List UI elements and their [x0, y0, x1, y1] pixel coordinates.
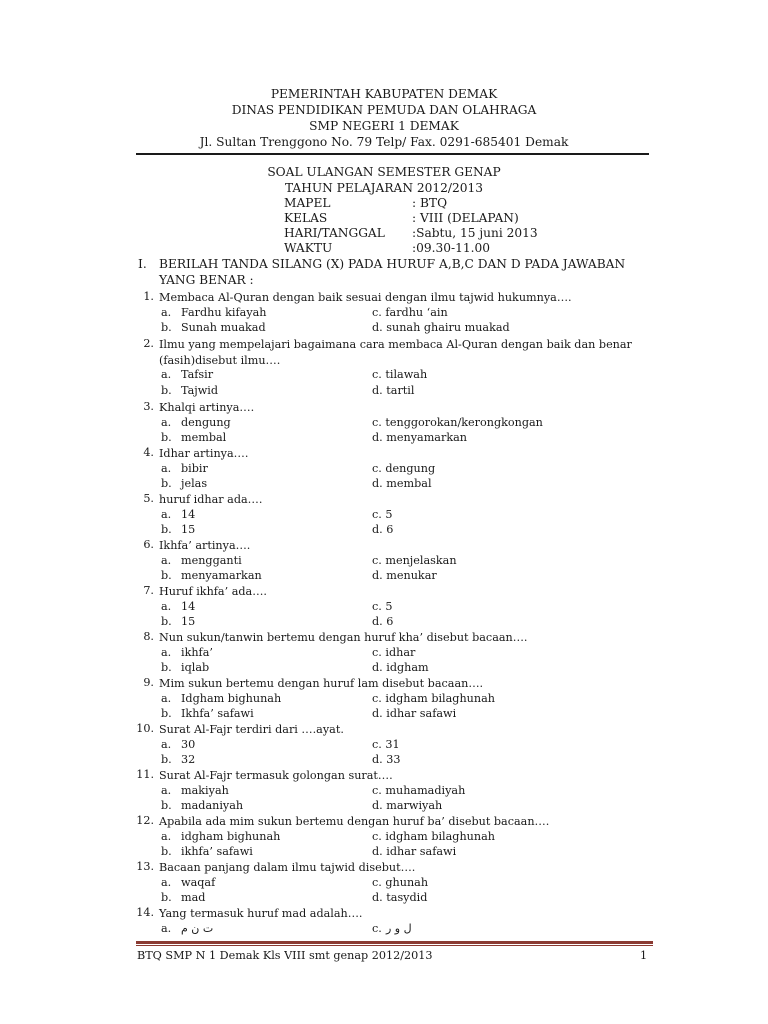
answer-option: Ikhfa’ safawi [181, 707, 254, 720]
exam-year: TAHUN PELAJARAN 2012/2013 [284, 181, 484, 195]
answer-option-arabic: ل و ر [386, 921, 412, 935]
detail-value: :09.30-11.00 [412, 241, 491, 255]
question-number: 14. [136, 906, 154, 919]
answer-option: 15 [181, 523, 196, 536]
answer-option: Tafsir [181, 368, 214, 381]
option-letter: a. [161, 461, 172, 475]
question-number: 8. [143, 630, 154, 643]
answer-option: makiyah [181, 783, 229, 797]
option-letter: a. [161, 875, 172, 889]
answer-option: Sunah muakad [181, 321, 266, 334]
question-number: 3. [143, 400, 154, 413]
answer-option: d. membal [372, 477, 432, 490]
answer-option: d. 33 [372, 753, 401, 766]
footer-divider [136, 941, 653, 944]
answer-option: Idgham bighunah [181, 691, 282, 705]
question-text: Surat Al-Fajr terdiri dari ….ayat. [159, 723, 344, 736]
answer-option: 14 [181, 599, 196, 613]
question-text: Ikhfa’ artinya…. [159, 539, 251, 552]
footer-text: BTQ SMP N 1 Demak Kls VIII smt genap 2012/2013 [137, 949, 433, 962]
question-number: 4. [143, 446, 154, 459]
exam-title: SOAL ULANGAN SEMESTER GENAP [267, 165, 501, 179]
question-text: Ilmu yang mempelajari bagaimana cara membaca Al-Quran dengan baik dan benar (fasih)disebut ilmu…. [159, 338, 632, 367]
answer-option: 32 [181, 753, 196, 766]
answer-option: d. idhar safawi [372, 707, 457, 720]
header-department: DINAS PENDIDIKAN PEMUDA DAN OLAHRAGA [231, 103, 537, 117]
answer-option: madaniyah [181, 799, 244, 812]
header-address: Jl. Sultan Trenggono No. 79 Telp/ Fax. 0291-685401 Demak [199, 135, 569, 149]
detail-value: : BTQ [412, 196, 448, 210]
answer-option: d. idgham [372, 661, 429, 674]
question-text: Mim sukun bertemu dengan huruf lam disebut bacaan…. [159, 677, 484, 690]
question-number: 10. [136, 722, 154, 735]
option-letter: a. [161, 691, 172, 705]
option-letter: b. [161, 523, 172, 536]
detail-label: WAKTU [284, 241, 333, 255]
option-letter: a. [161, 829, 172, 843]
answer-option: c. 31 [372, 737, 400, 751]
answer-option: d. tasydid [372, 891, 428, 904]
answer-option: iqlab [181, 661, 210, 674]
answer-option: c. 5 [372, 507, 393, 521]
question-text: Membaca Al-Quran dengan baik sesuai dengan ilmu tajwid hukumnya…. [159, 291, 572, 304]
header-school: SMP NEGERI 1 DEMAK [309, 119, 459, 133]
question-number: 6. [143, 538, 154, 551]
question-number: 9. [143, 676, 154, 689]
question-number: 5. [143, 492, 154, 505]
answer-option: mad [181, 891, 206, 904]
question-text: Surat Al-Fajr termasuk golongan surat…. [159, 769, 393, 782]
answer-option: ت ن م [181, 921, 214, 935]
answer-option: d. marwiyah [372, 799, 443, 812]
question-text: Yang termasuk huruf mad adalah…. [159, 907, 363, 920]
answer-option: 30 [181, 737, 196, 751]
option-letter: b. [161, 799, 172, 812]
option-letter: b. [161, 321, 172, 334]
answer-option: Fardhu kifayah [181, 305, 267, 319]
answer-option: c. tilawah [372, 368, 428, 381]
answer-option: jelas [181, 477, 208, 490]
answer-option: c. tenggorokan/kerongkongan [372, 415, 543, 429]
question-text: Idhar artinya…. [159, 447, 249, 460]
answer-option: menyamarkan [181, 569, 262, 582]
detail-label: MAPEL [284, 196, 331, 210]
answer-option: c. idgham bilaghunah [372, 691, 495, 705]
question-number: 13. [136, 860, 154, 873]
answer-option: waqaf [181, 875, 216, 889]
answer-option: d. tartil [372, 383, 415, 397]
answer-option: c. dengung [372, 461, 436, 475]
option-letter: a. [161, 553, 172, 567]
option-letter: b. [161, 431, 172, 444]
question-text: Huruf ikhfa’ ada…. [159, 585, 267, 598]
option-letter: b. [161, 891, 172, 904]
header-divider [136, 153, 649, 155]
question-text: huruf idhar ada…. [159, 493, 263, 506]
answer-option: c. menjelaskan [372, 553, 457, 567]
question-number: 2. [143, 337, 154, 350]
answer-option: dengung [181, 415, 231, 429]
answer-option: idgham bighunah [181, 829, 281, 843]
option-letter: a. [161, 921, 172, 935]
answer-option: d. menukar [372, 569, 437, 582]
question-number: 1. [143, 290, 154, 303]
answer-option: c. fardhu ‘ain [372, 305, 448, 319]
option-letter: a. [161, 415, 172, 429]
question-text: Bacaan panjang dalam ilmu tajwid disebut…. [159, 861, 416, 874]
answer-option: c. ghunah [372, 875, 429, 889]
answer-option: d. 6 [372, 615, 394, 628]
detail-label: KELAS [284, 211, 328, 225]
footer-divider-thin [136, 945, 653, 946]
answer-option: c. muhamadiyah [372, 783, 466, 797]
answer-option: c. idgham bilaghunah [372, 829, 495, 843]
answer-option: mengganti [181, 553, 242, 567]
option-letter: b. [161, 383, 172, 397]
header-government: PEMERINTAH KABUPATEN DEMAK [270, 87, 498, 101]
option-letter: b. [161, 753, 172, 766]
question-number: 12. [136, 814, 154, 827]
answer-option: c. [372, 921, 382, 935]
option-letter: a. [161, 737, 172, 751]
answer-option: 15 [181, 615, 196, 628]
section-numeral: I. [138, 257, 147, 271]
answer-option: c. idhar [372, 645, 416, 659]
option-letter: b. [161, 569, 172, 582]
answer-option: Tajwid [181, 383, 219, 397]
option-letter: a. [161, 305, 172, 319]
answer-option: ikhfa’ safawi [181, 845, 253, 858]
option-letter: b. [161, 477, 172, 490]
question-number: 11. [136, 768, 154, 781]
option-letter: a. [161, 507, 172, 521]
answer-option: bibir [181, 461, 208, 475]
answer-option: d. idhar safawi [372, 845, 457, 858]
section-instruction: BERILAH TANDA SILANG (X) PADA HURUF A,B,C DAN D PADA JAWABAN YANG BENAR : [159, 257, 626, 287]
option-letter: b. [161, 615, 172, 628]
detail-label: HARI/TANGGAL [284, 226, 385, 240]
option-letter: a. [161, 645, 172, 659]
question-text: Khalqi artinya…. [159, 401, 255, 414]
detail-value: : VIII (DELAPAN) [412, 211, 519, 225]
option-letter: b. [161, 707, 172, 720]
detail-value: :Sabtu, 15 juni 2013 [412, 226, 538, 240]
answer-option: d. menyamarkan [372, 431, 467, 444]
option-letter: a. [161, 599, 172, 613]
page-number: 1 [640, 949, 648, 962]
option-letter: a. [161, 783, 172, 797]
question-text: Nun sukun/tanwin bertemu dengan huruf kha’ disebut bacaan…. [159, 631, 528, 644]
option-letter: b. [161, 845, 172, 858]
answer-option: c. 5 [372, 599, 393, 613]
question-number: 7. [143, 584, 154, 597]
option-letter: b. [161, 661, 172, 674]
answer-option: 14 [181, 507, 196, 521]
option-letter: a. [161, 368, 172, 381]
answer-option: d. sunah ghairu muakad [372, 321, 510, 334]
question-text: Apabila ada mim sukun bertemu dengan huruf ba’ disebut bacaan…. [159, 815, 550, 828]
answer-option: d. 6 [372, 523, 394, 536]
answer-option: ikhfa’ [181, 645, 213, 659]
answer-option: membal [181, 431, 227, 444]
